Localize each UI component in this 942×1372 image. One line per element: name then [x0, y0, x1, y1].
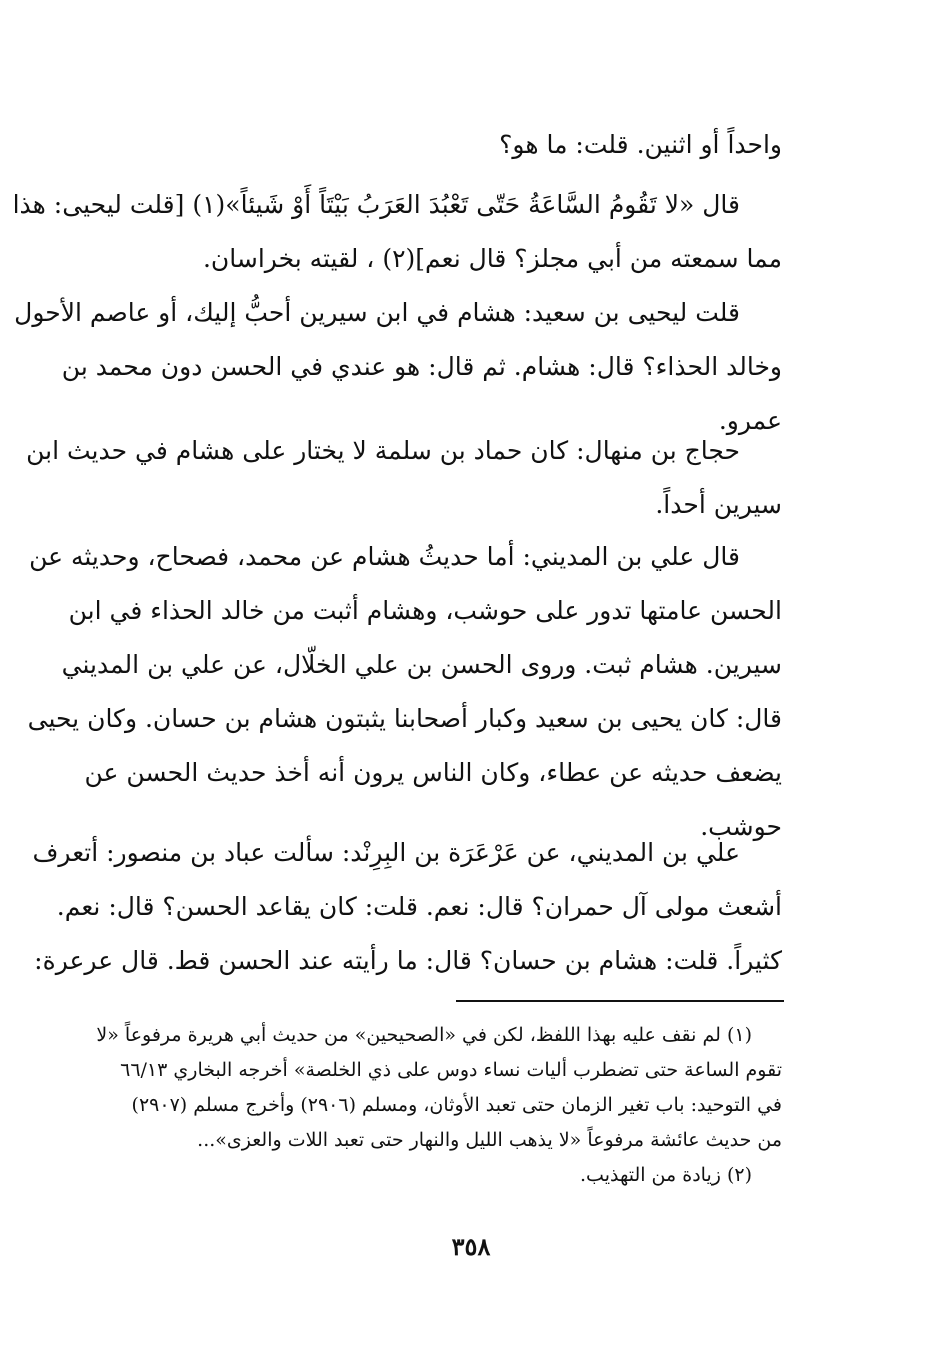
text-line: وخالد الحذاء؟ قال: هشام. ثم قال: هو عندي في الحسن دون محمد بن	[61, 352, 782, 381]
page-number: ٣٥٨	[451, 1232, 491, 1261]
text-line: سيرين أحداً.	[655, 490, 782, 519]
text-line: عمرو.	[718, 406, 782, 435]
footnote-line: في التوحيد: باب تغير الزمان حتى تعبد الأوثان، ومسلم (٢٩٠٦) وأخرج مسلم (٢٩٠٧)	[131, 1094, 782, 1116]
paragraph	[118, 118, 782, 172]
text-line: حوشب.	[700, 812, 782, 841]
text-line: علي بن المديني، عن عَرْعَرَة بن البِرِنْد: سألت عباد بن منصور: أتعرف	[32, 838, 740, 867]
text-line: يضعف حديثه عن عطاء، وكان الناس يرون أنه أخذ حديث الحسن عن	[84, 758, 782, 787]
footnote-line: تقوم الساعة حتى تضطرب أليات نساء دوس على ذي الخلصة» أخرجه البخاري ٦٦/١٣	[120, 1059, 782, 1081]
text-line: واحداً أو اثنين. قلت: ما هو؟	[499, 130, 782, 159]
footnote	[96, 1018, 782, 1158]
text-line: كثيراً. قلت: هشام بن حسان؟ قال: ما رأيته عند الحسن قط. قال عرعرة:	[34, 946, 782, 975]
text-line: حجاج بن منهال: كان حماد بن سلمة لا يختار على هشام في حديث ابن	[26, 436, 740, 465]
text-line: قال علي بن المديني: أما حديثُ هشام عن محمد، فصحاح، وحديثه عن	[29, 542, 740, 571]
text-line: سيرين. هشام ثبت. وروى الحسن بن علي الخلّال، عن علي بن المديني	[61, 650, 782, 679]
text-line: قلت ليحيى بن سعيد: هشام في ابن سيرين أحبُّ إليك، أو عاصم الأحول	[14, 298, 740, 327]
text-line: قال «لا تَقُومُ السَّاعَةُ حَتّى تَعْبُدَ العَرَبُ بَيْتَاً أَوْ شَيئاً»(١) [قلت ليحيى: هذا	[12, 190, 740, 219]
text-line: مما سمعته من أبي مجلز؟ قال نعم](٢) ، لقيته بخراسان.	[202, 244, 782, 273]
footnote-line: من حديث عائشة مرفوعاً «لا يذهب الليل والنهار حتى تعبد اللات والعزى»...	[197, 1129, 782, 1151]
text-line: الحسن عامتها تدور على حوشب، وهشام أثبت من خالد الحذاء في ابن	[68, 596, 782, 625]
footnote-separator	[456, 1000, 784, 1002]
text-line: قال: كان يحيى بن سعيد وكبار أصحابنا يثبتون هشام بن حسان. وكان يحيى	[27, 704, 782, 733]
footnote	[118, 1158, 782, 1193]
footnote-line: (٢) زيادة من التهذيب.	[580, 1164, 752, 1186]
footnotes	[96, 1018, 782, 1193]
paragraph	[32, 826, 782, 988]
paragraph	[26, 424, 782, 532]
footnote-line: (١) لم نقف عليه بهذا اللفظ، لكن في «الصحيحين» من حديث أبي هريرة مرفوعاً «لا	[96, 1024, 752, 1046]
paragraph	[12, 178, 782, 286]
text-line: أشعث مولى آل حمران؟ قال: نعم. قلت: كان يقاعد الحسن؟ قال: نعم.	[56, 892, 782, 921]
